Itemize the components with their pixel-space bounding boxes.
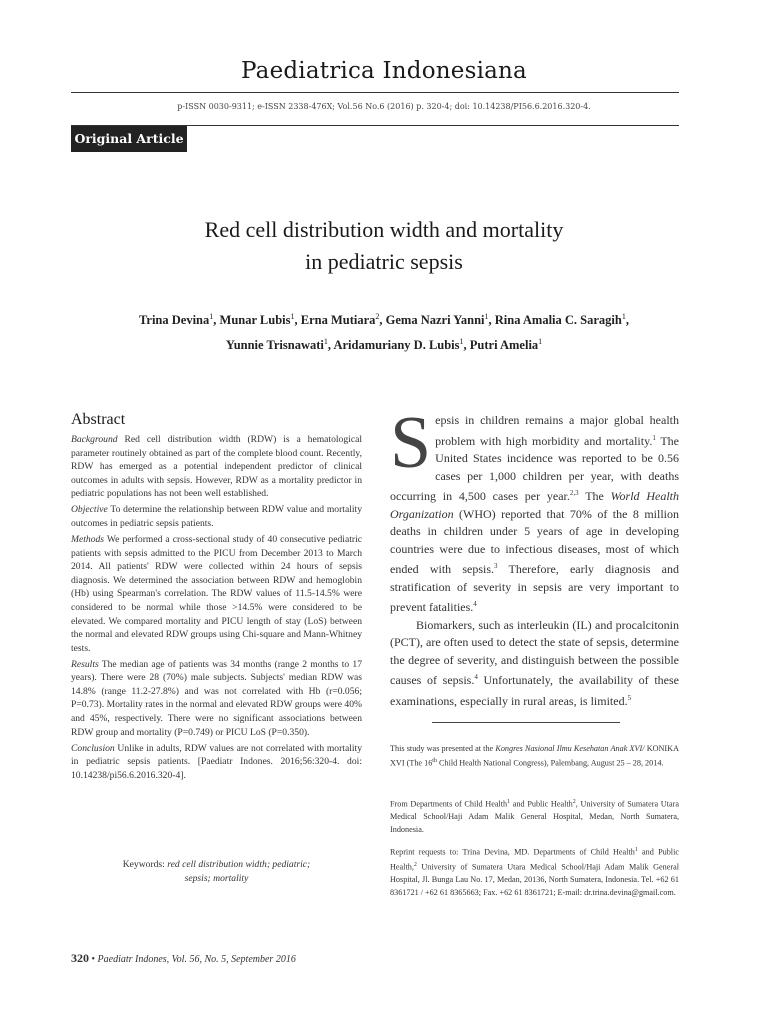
methods-label: Methods xyxy=(71,533,105,545)
reprint-text-a: Reprint requests to: Trina Devina, MD. Departments of Child Health xyxy=(390,847,635,857)
reprint-sup-2: 2 xyxy=(413,862,417,869)
from-sup-1: 1 xyxy=(507,799,511,805)
presented-congress-italic: Kongres Nasional Ilmu Kesehatan Anak XVI/ xyxy=(495,744,645,753)
author-affiliation: 1 xyxy=(484,312,489,321)
author-name: Gema Nazri Yanni xyxy=(385,313,485,328)
page-footer xyxy=(71,951,296,966)
author-name: Trina Devina xyxy=(139,313,210,328)
citation-ref: 2,3 xyxy=(569,489,579,497)
footnote-affiliations xyxy=(390,796,679,836)
keywords-line-1 xyxy=(71,858,362,872)
who-italic: World Health Organization xyxy=(390,489,679,521)
article-type-badge: Original Article xyxy=(71,126,187,152)
abstract-results xyxy=(71,658,362,740)
introduction-body xyxy=(390,402,680,710)
author-line-2: Yunnie Trisnawati$^1$, Aridamuriany D. Lubis$^1$, Putri Amelia$^1$ xyxy=(225,337,543,353)
objective-text: To determine the relationship between RDW value and mortality outcomes in pediatric sepsis patients. xyxy=(71,504,362,529)
presented-text-b: KONIKA XVI (The 16 xyxy=(390,744,679,769)
from-text-a: From Departments of Child Health xyxy=(390,799,508,809)
reprint-text-b: and Public Health, xyxy=(390,847,679,872)
abstract-methods xyxy=(71,533,362,655)
drop-cap: S xyxy=(390,402,432,484)
issn-line: p-ISSN 0030-9311; e-ISSN 2338-476X; Vol.56 No.6 (2016) p. 320-4; doi: 10.14238/PI56.6.2016.320-4. xyxy=(177,102,591,111)
citation-ref: 1 xyxy=(652,433,656,442)
abstract-body xyxy=(71,433,362,785)
results-label: Results xyxy=(71,658,99,670)
abstract-conclusion xyxy=(71,742,362,783)
para1-text-c: The xyxy=(578,489,611,503)
objective-label: Objective xyxy=(71,504,108,516)
from-text-b: and Public Health xyxy=(510,799,573,809)
author-affiliation: 2 xyxy=(375,312,380,321)
keywords-line-2: sepsis; mortality xyxy=(184,873,249,884)
journal-citation: Paediatr Indones, Vol. 56, No. 5, September 2016 xyxy=(97,954,296,965)
citation-ref: 4 xyxy=(474,673,478,681)
footer-bullet: • xyxy=(89,954,98,965)
author-name: Putri Amelia xyxy=(469,338,539,353)
para1-text-e: Therefore, early diagnosis and stratification of severity in sepsis are very important to prevent fatalities. xyxy=(390,562,679,614)
abstract-background xyxy=(71,433,362,501)
methods-text: We performed a cross-sectional study of 40 consecutive pediatric patients with sepsis admitted to the PICU from December 2013 to March 2014. All patients' RDW were collected within 24 hours of sepsis diagnosis. We determined the association between RDW and hemoglobin (Hb) using Spearman's correlation. The RDW values of 11.5-14.5% were considered to be normal while those >14.5% were considered to be elevated. We compared mortality and PICU length of stay (LoS) between the normal and elevated RDW groups using Chi-square and Mann-Whitney tests. xyxy=(71,533,362,654)
background-label: Background xyxy=(71,434,118,445)
citation-ref: 4 xyxy=(473,600,477,608)
journal-title: Paediatrica Indonesiana xyxy=(241,58,527,84)
abstract-heading: Abstract xyxy=(71,411,126,428)
reprint-sup-1: 1 xyxy=(634,847,638,853)
author-name: Aridamuriany D. Lubis xyxy=(333,338,460,353)
intro-paragraph-1 xyxy=(390,402,679,617)
footnote-reprint xyxy=(390,844,679,899)
author-name: Erna Mutiara xyxy=(300,313,376,328)
author-line-1: Trina Devina$^1$, Munar Lubis$^1$, Erna Mutiara$^2$, Gema Nazri Yanni$^1$, Rina Amalia C. Saragih$^1$, xyxy=(139,312,629,328)
author-name: Yunnie Trisnawati xyxy=(225,338,324,353)
keywords xyxy=(71,858,362,886)
reprint-text-c: University of Sumatera Utara Medical School/Haji Adam Malik General Hospital, Jl. Bunga Lau No. 17, Medan, 20136, North Sumatera, Indonesia. Tel. +62 61 8361721 / +62 61 8365663; Fax. +62 61 8361721; E-mail: dr.trina.devina@gmail.com. xyxy=(390,862,679,897)
author-affiliation: 1 xyxy=(621,312,626,321)
footnote-presented xyxy=(390,743,679,771)
author-affiliation: 1 xyxy=(290,312,295,321)
conclusion-text: Unlike in adults, RDW values are not correlated with mortality in pediatric sepsis patients. [Paediatr Indones. 2016;56:320-4. doi: 10.14238/pi56.6.2016.320-4]. xyxy=(71,742,362,781)
keywords-text-1: red cell distribution width; pediatric; xyxy=(164,859,311,870)
para2-text-b: Unfortunately, the availability of these examinations, especially in rural areas, is limited. xyxy=(390,673,680,708)
results-text: The median age of patients was 34 months (range 2 months to 17 years). There were 28 (70%) male subjects. Subjects' median RDW was 14.8% (range 11.2-27.8%) and was not correlated with Hb (r=0.056; P=0.73). Mortality rates in the normal and elevated RDW groups were 40% and 45%, respectively. There were no significant associations between RDW group and mortality (P=0.749) or PICU LoS (P=0.350). xyxy=(71,658,362,738)
page-number: 320 xyxy=(71,951,89,965)
author-affiliation: 1 xyxy=(209,312,214,321)
keywords-label: Keywords: xyxy=(122,859,165,870)
para1-text-b: The United States incidence was reported to be 0.56 cases per 1,000 children per year, with deaths occurring in 4,500 cases per year. xyxy=(390,433,679,503)
background-text: Red cell distribution width (RDW) is a hematological parameter routinely obtained as part of the complete blood count. Recently, RDW has emerged as a potential independent predictor of clinical outcomes in adults with sepsis. However, RDW as a mortality predictor in pediatric populations has not been well established. xyxy=(71,434,362,500)
presented-sup: th xyxy=(432,758,437,765)
from-text-c: , University of Sumatera Utara Medical School/Haji Adam Malik General Hospital, Medan, North Sumatera, Indonesia. xyxy=(390,799,679,834)
presented-text-a: This study was presented at the xyxy=(390,744,496,753)
from-sup-2: 2 xyxy=(572,799,576,805)
author-name: Rina Amalia C. Saragih xyxy=(494,313,622,328)
citation-ref: 3 xyxy=(494,562,498,570)
title-line-1: Red cell distribution width and mortality xyxy=(204,217,564,242)
para2-text-a: Biomarkers, such as interleukin (IL) and procalcitonin (PCT), are often used to detect the state of sepsis, determine the degree of severity, and distinguish between the possible causes of sepsis. xyxy=(390,617,679,687)
abstract-objective xyxy=(71,503,362,530)
header-rule-top xyxy=(71,92,679,93)
presented-text-c: Child Health National Congress), Palembang, August 25 – 28, 2014. xyxy=(436,759,664,769)
para1-text-d: (WHO) reported that 70% of the 8 million deaths in children under 5 years of age in developing countries were due to infectious diseases, most of which ended with sepsis. xyxy=(390,506,679,576)
author-list xyxy=(60,306,708,356)
author-name: Munar Lubis xyxy=(219,313,291,328)
footnote-divider xyxy=(432,722,620,723)
intro-paragraph-2 xyxy=(390,617,679,711)
article-title xyxy=(90,214,678,278)
author-affiliation: 1 xyxy=(323,337,328,347)
author-affiliation: 1 xyxy=(538,337,543,347)
author-affiliation: 1 xyxy=(459,337,464,347)
title-line-2: in pediatric sepsis xyxy=(305,249,463,274)
para1-text-a: epsis in children remains a major global health problem with high morbidity and mortality. xyxy=(435,413,679,448)
citation-ref: 5 xyxy=(627,693,632,702)
conclusion-label: Conclusion xyxy=(71,742,115,754)
